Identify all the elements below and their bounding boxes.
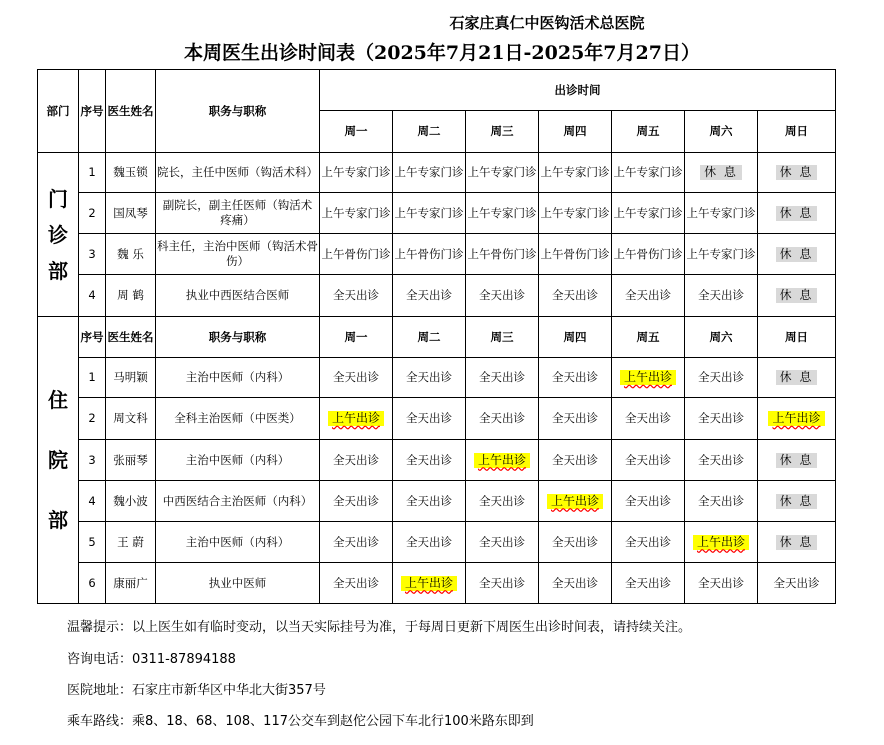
schedule-cell: [539, 358, 612, 398]
footer-route: 乘车路线：乘8、18、68、108、117公交车到赵佗公园下车北行100米路东即到: [67, 714, 534, 729]
schedule-cell: [758, 440, 836, 481]
schedule-text: 全天出诊: [625, 493, 671, 508]
schedule-cell: [393, 358, 466, 398]
schedule-cell: [758, 522, 836, 563]
doctor-seq: 5: [79, 522, 106, 563]
doctor-name: 马明颖: [106, 358, 156, 398]
half-day-highlight: 上午出诊: [401, 576, 457, 591]
schedule-cell: [393, 522, 466, 563]
schedule-text: 上午专家门诊: [613, 205, 683, 220]
schedule-text: 全天出诊: [333, 534, 379, 549]
schedule-cell: [393, 193, 466, 234]
schedule-cell: [685, 563, 758, 604]
schedule-cell: [685, 440, 758, 481]
schedule-cell: [320, 563, 393, 604]
schedule-cell: [466, 563, 539, 604]
schedule-cell: [685, 275, 758, 317]
header-day-mon: 周一: [320, 111, 393, 153]
schedule-text: 全天出诊: [333, 370, 379, 384]
schedule-cell: [539, 275, 612, 317]
schedule-cell: [758, 358, 836, 398]
doctor-title: 主治中医师（内科）: [156, 358, 320, 398]
schedule-text: 全天出诊: [479, 534, 525, 549]
schedule-text: 全天出诊: [552, 370, 598, 384]
doctor-title: 中西医结合主治医师（内科）: [156, 481, 320, 522]
schedule-text: 全天出诊: [552, 288, 598, 302]
schedule-cell: [466, 481, 539, 522]
schedule-text: 全天出诊: [698, 411, 744, 425]
doctor-title: 院长，主任中医师（钩活术科）: [156, 153, 320, 193]
rest-badge: 休 息: [776, 370, 818, 385]
schedule-text: 全天出诊: [552, 534, 598, 549]
dept-inpatient-label: 住院部: [48, 388, 68, 532]
doctor-title: 执业中西医结合医师: [156, 275, 320, 317]
rest-badge: 休 息: [776, 206, 818, 221]
half-day-highlight: 上午出诊: [693, 535, 749, 550]
header-day-sun: 周日: [758, 111, 836, 153]
header-day-fri: 周五: [612, 111, 685, 153]
rest-badge: 休 息: [776, 535, 818, 550]
schedule-cell: [393, 481, 466, 522]
schedule-cell: [758, 481, 836, 522]
schedule-text: 全天出诊: [552, 575, 598, 590]
doctor-row: [38, 522, 836, 563]
doctor-name: 王 蔚: [106, 522, 156, 563]
schedule-text: 全天出诊: [625, 452, 671, 467]
schedule-cell: [612, 275, 685, 317]
schedule-text: 全天出诊: [773, 575, 820, 590]
doctor-row: [38, 153, 836, 193]
header-schedule: 出诊时间: [320, 70, 836, 111]
header-day-wed: 周三: [466, 317, 539, 358]
doctor-title: 执业中医师: [156, 563, 320, 604]
schedule-cell: [466, 193, 539, 234]
schedule-cell: [466, 522, 539, 563]
schedule-cell: [612, 440, 685, 481]
schedule-cell: [685, 398, 758, 440]
half-day-highlight: 上午出诊: [547, 494, 603, 509]
schedule-cell: [612, 563, 685, 604]
schedule-cell: [612, 234, 685, 275]
dept-outpatient-label: 门诊部: [48, 186, 68, 283]
schedule-title: 本周医生出诊时间表（2025年7月21日-2025年7月27日）: [184, 42, 700, 64]
schedule-text: 全天出诊: [479, 575, 525, 590]
doctor-seq: 2: [79, 193, 106, 234]
doctor-seq: 2: [79, 398, 106, 440]
header-day-sun: 周日: [758, 317, 836, 358]
schedule-text: 全天出诊: [625, 534, 671, 549]
doctor-name: 康丽广: [106, 563, 156, 604]
half-day-highlight: 上午出诊: [768, 411, 824, 426]
schedule-text: 全天出诊: [698, 288, 744, 302]
doctor-name: 周文科: [106, 398, 156, 440]
doctor-seq: 4: [79, 275, 106, 317]
doctor-name: 魏玉锁: [106, 153, 156, 193]
doctor-name: 周 鹤: [106, 275, 156, 317]
schedule-cell: [320, 398, 393, 440]
header-day-thu: 周四: [539, 111, 612, 153]
header-day-tue: 周二: [393, 317, 466, 358]
schedule-cell: [685, 358, 758, 398]
schedule-text: 上午专家门诊: [686, 246, 756, 261]
header-name: 医生姓名: [106, 317, 156, 358]
half-day-highlight: 上午出诊: [620, 370, 676, 385]
doctor-title: 主治中医师（内科）: [156, 522, 320, 563]
rest-badge: 休 息: [776, 165, 818, 180]
header-name: 医生姓名: [106, 70, 156, 153]
schedule-cell: [612, 522, 685, 563]
schedule-cell: [539, 522, 612, 563]
schedule-text: 全天出诊: [698, 452, 744, 467]
schedule-text: 全天出诊: [625, 575, 671, 590]
header-day-thu: 周四: [539, 317, 612, 358]
schedule-cell: [612, 153, 685, 193]
schedule-cell: [539, 563, 612, 604]
schedule-cell: [320, 522, 393, 563]
doctor-row: [38, 481, 836, 522]
schedule-text: 全天出诊: [625, 288, 671, 302]
schedule-text: 上午专家门诊: [686, 205, 756, 220]
schedule-text: 上午骨伤门诊: [613, 246, 683, 261]
schedule-text: 上午骨伤门诊: [540, 246, 610, 261]
schedule-text: 全天出诊: [698, 493, 744, 508]
schedule-text: 全天出诊: [406, 370, 452, 384]
schedule-table: [37, 69, 836, 604]
schedule-cell: [758, 398, 836, 440]
footer-address: 医院地址：石家庄市新华区中华北大街357号: [67, 683, 326, 698]
half-day-highlight: 上午出诊: [474, 453, 530, 468]
doctor-title: 副院长，副主任医师（钩活术 疼痛）: [156, 193, 320, 234]
header-title: 职务与职称: [156, 317, 320, 358]
header-seq: 序号: [79, 317, 106, 358]
schedule-text: 全天出诊: [406, 534, 452, 549]
schedule-cell: [320, 440, 393, 481]
schedule-text: 全天出诊: [479, 493, 525, 508]
schedule-cell: [320, 358, 393, 398]
schedule-text: 上午专家门诊: [540, 165, 610, 179]
schedule-cell: [320, 481, 393, 522]
dept-outpatient: [38, 153, 79, 317]
doctor-row: [38, 440, 836, 481]
doctor-row: [38, 275, 836, 317]
schedule-cell: [758, 234, 836, 275]
header-title: 职务与职称: [156, 70, 320, 153]
schedule-cell: [320, 275, 393, 317]
doctor-title: 主治中医师（内科）: [156, 440, 320, 481]
rest-badge: 休 息: [776, 288, 818, 303]
doctor-seq: 1: [79, 153, 106, 193]
schedule-text: 全天出诊: [333, 493, 379, 508]
footer-notice: 温馨提示：以上医生如有临时变动，以当天实际挂号为准，于每周日更新下周医生出诊时间表，请持续关注。: [67, 620, 692, 635]
schedule-text: 上午专家门诊: [467, 165, 537, 179]
schedule-text: 上午专家门诊: [321, 205, 391, 220]
doctor-row: [38, 563, 836, 604]
doctor-name: 魏小波: [106, 481, 156, 522]
doctor-name: 国凤琴: [106, 193, 156, 234]
half-day-highlight: 上午出诊: [328, 411, 384, 426]
schedule-cell: [393, 398, 466, 440]
schedule-text: 全天出诊: [479, 288, 525, 302]
header-day-mon: 周一: [320, 317, 393, 358]
schedule-text: 全天出诊: [479, 370, 525, 384]
schedule-cell: [466, 153, 539, 193]
hospital-name: 石家庄真仁中医钩活术总医院: [449, 14, 645, 32]
schedule-cell: [685, 234, 758, 275]
schedule-text: 全天出诊: [625, 411, 671, 425]
schedule-cell: [758, 193, 836, 234]
schedule-cell: [612, 481, 685, 522]
schedule-cell: [393, 563, 466, 604]
doctor-seq: 1: [79, 358, 106, 398]
schedule-text: 上午专家门诊: [394, 165, 464, 179]
schedule-text: 全天出诊: [552, 452, 598, 467]
footer-phone: 咨询电话：0311-87894188: [67, 652, 236, 667]
rest-badge: 休 息: [776, 247, 818, 262]
schedule-text: 上午专家门诊: [540, 205, 610, 220]
schedule-cell: [685, 481, 758, 522]
schedule-text: 全天出诊: [698, 575, 744, 590]
schedule-text: 全天出诊: [406, 493, 452, 508]
schedule-cell: [612, 358, 685, 398]
schedule-cell: [685, 193, 758, 234]
schedule-cell: [466, 358, 539, 398]
schedule-text: 全天出诊: [333, 575, 379, 590]
header-seq: 序号: [79, 70, 106, 153]
schedule-text: 全天出诊: [406, 452, 452, 467]
header-dept: 部门: [38, 70, 79, 153]
schedule-text: 全天出诊: [406, 288, 452, 302]
schedule-cell: [539, 234, 612, 275]
schedule-cell: [320, 193, 393, 234]
schedule-cell: [539, 153, 612, 193]
doctor-row: [38, 398, 836, 440]
schedule-text: 全天出诊: [333, 288, 379, 302]
doctor-row: [38, 358, 836, 398]
doctor-title: 科主任，主治中医师（钩活术骨伤）: [156, 234, 320, 275]
header-day-tue: 周二: [393, 111, 466, 153]
schedule-cell: [320, 153, 393, 193]
doctor-name: 张丽琴: [106, 440, 156, 481]
schedule-text: 全天出诊: [406, 411, 452, 425]
schedule-cell: [539, 440, 612, 481]
doctor-seq: 3: [79, 234, 106, 275]
schedule-cell: [393, 153, 466, 193]
header-day-sat: 周六: [685, 111, 758, 153]
schedule-cell: [320, 234, 393, 275]
doctor-seq: 6: [79, 563, 106, 604]
schedule-cell: [758, 563, 836, 604]
doctor-row: [38, 193, 836, 234]
schedule-text: 上午专家门诊: [467, 205, 537, 220]
schedule-cell: [685, 153, 758, 193]
schedule-cell: [612, 193, 685, 234]
rest-badge: 休 息: [700, 165, 742, 180]
doctor-name: 魏 乐: [106, 234, 156, 275]
schedule-cell: [539, 193, 612, 234]
schedule-cell: [466, 234, 539, 275]
schedule-text: 上午专家门诊: [613, 165, 683, 179]
header-day-sat: 周六: [685, 317, 758, 358]
doctor-seq: 3: [79, 440, 106, 481]
schedule-cell: [466, 275, 539, 317]
doctor-seq: 4: [79, 481, 106, 522]
header-day-wed: 周三: [466, 111, 539, 153]
schedule-cell: [393, 234, 466, 275]
rest-badge: 休 息: [776, 494, 818, 509]
schedule-text: 上午骨伤门诊: [467, 246, 537, 261]
schedule-text: 全天出诊: [552, 411, 598, 425]
schedule-text: 全天出诊: [333, 452, 379, 467]
schedule-text: 全天出诊: [479, 411, 525, 425]
schedule-text: 全天出诊: [698, 370, 744, 384]
schedule-cell: [466, 440, 539, 481]
schedule-cell: [758, 153, 836, 193]
schedule-cell: [393, 440, 466, 481]
schedule-cell: [539, 398, 612, 440]
schedule-cell: [539, 481, 612, 522]
schedule-text: 上午专家门诊: [321, 165, 391, 179]
inpatient-header-row: [38, 317, 836, 358]
doctor-title: 全科主治医师（中医类）: [156, 398, 320, 440]
header-day-fri: 周五: [612, 317, 685, 358]
schedule-text: 上午专家门诊: [394, 205, 464, 220]
schedule-cell: [685, 522, 758, 563]
schedule-cell: [612, 398, 685, 440]
schedule-text: 上午骨伤门诊: [394, 246, 464, 261]
rest-badge: 休 息: [776, 453, 818, 468]
schedule-cell: [393, 275, 466, 317]
doctor-row: [38, 234, 836, 275]
schedule-cell: [466, 398, 539, 440]
schedule-cell: [758, 275, 836, 317]
schedule-text: 上午骨伤门诊: [321, 246, 391, 261]
dept-inpatient: [38, 317, 79, 604]
